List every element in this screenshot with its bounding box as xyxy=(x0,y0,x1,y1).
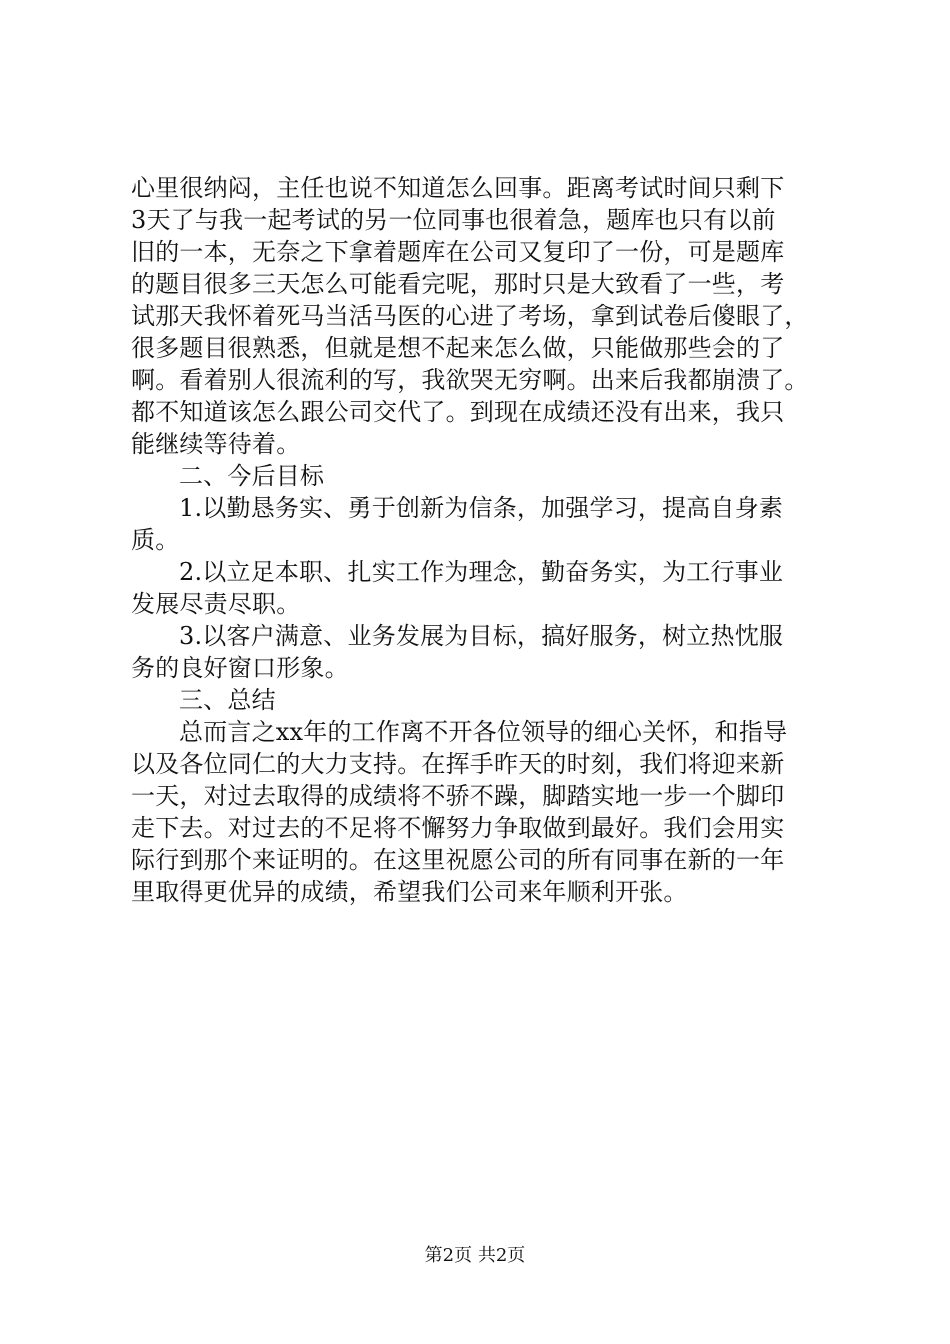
section-heading: 二、今后目标 xyxy=(179,462,325,490)
section-heading: 三、总结 xyxy=(179,686,276,714)
text-line: 际行到那个来证明的。在这里祝愿公司的所有同事在新的一年 xyxy=(131,846,785,874)
list-item-line: 1.以勤恳务实、勇于创新为信条，加强学习，提高自身素 xyxy=(179,494,784,522)
text-line: 试那天我怀着死马当活马医的心进了考场，拿到试卷后傻眼了， xyxy=(131,302,809,330)
text-line: 心里很纳闷，主任也说不知道怎么回事。距离考试时间只剩下 xyxy=(131,174,785,202)
text-line: 里取得更优异的成绩，希望我们公司来年顺利开张。 xyxy=(131,878,688,906)
text-line: 以及各位同仁的大力支持。在挥手昨天的时刻，我们将迎来新 xyxy=(131,750,785,778)
text-line: 都不知道该怎么跟公司交代了。到现在成绩还没有出来，我只 xyxy=(131,398,785,426)
page-number-footer: 第2页 共2页 xyxy=(424,1245,526,1266)
list-item-line: 务的良好窗口形象。 xyxy=(131,654,349,682)
list-item-line: 3.以客户满意、业务发展为目标，搞好服务，树立热忱服 xyxy=(179,622,784,650)
text-line: 一天，对过去取得的成绩将不骄不躁，脚踏实地一步一个脚印 xyxy=(131,782,785,810)
text-line: 很多题目很熟悉，但就是想不起来怎么做，只能做那些会的了 xyxy=(131,334,785,362)
text-line: 能继续等待着。 xyxy=(131,430,301,458)
text-line: 啊。看着别人很流利的写，我欲哭无穷啊。出来后我都崩溃了。 xyxy=(131,366,809,394)
text-line: 的题目很多三天怎么可能看完呢，那时只是大致看了一些，考 xyxy=(131,270,785,298)
list-item-line: 质。 xyxy=(131,526,180,554)
list-item-line: 发展尽责尽职。 xyxy=(131,590,301,618)
text-line: 走下去。对过去的不足将不懈努力争取做到最好。我们会用实 xyxy=(131,814,785,842)
text-line: 旧的一本，无奈之下拿着题库在公司又复印了一份，可是题库 xyxy=(131,238,785,266)
document-body xyxy=(131,172,831,908)
text-line: 3天了与我一起考试的另一位同事也很着急，题库也只有以前 xyxy=(131,206,776,234)
list-item-line: 2.以立足本职、扎实工作为理念，勤奋务实，为工行事业 xyxy=(179,558,784,586)
text-line: 总而言之xx年的工作离不开各位领导的细心关怀，和指导 xyxy=(179,718,788,746)
